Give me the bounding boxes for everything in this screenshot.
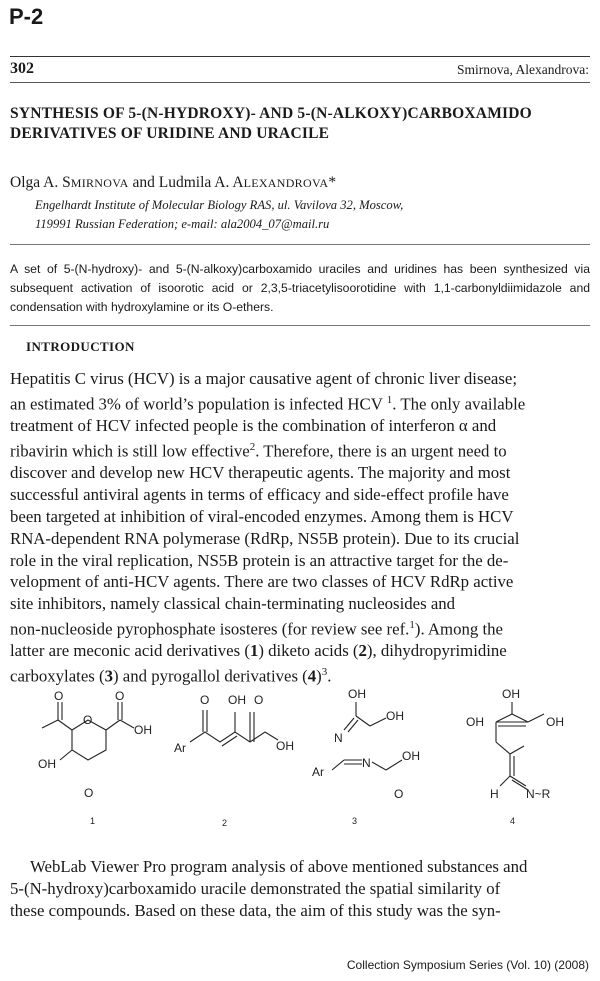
atom-label: OH xyxy=(402,749,420,763)
atom-label: O xyxy=(54,689,64,703)
body-line: an estimated 3% of world’s population is infected HCV $^1$. The only available xyxy=(10,393,526,414)
atom-label: O xyxy=(200,693,210,707)
atom-label: O xyxy=(84,786,94,800)
atom-label: O xyxy=(394,787,404,801)
author-1-first: Olga A. S xyxy=(10,174,71,191)
body-line: 5-(N-hydroxy)carboxamido uracile demonstrated the spatial similarity of xyxy=(10,878,501,898)
reference-superscript: 2 xyxy=(249,440,256,453)
body-line: RNA-dependent RNA polymerase (RdRp, NS5B protein). Due to its crucial xyxy=(10,528,520,548)
paper-title xyxy=(10,104,590,144)
authors xyxy=(10,174,336,192)
reference-superscript: 1 xyxy=(386,393,393,406)
body-line: Hepatitis C virus (HCV) is a major causative agent of chronic liver disease; xyxy=(10,369,518,388)
compound-ref: 4 xyxy=(307,666,317,686)
author-2-last: LEXANDROVA xyxy=(243,176,329,190)
body-line: carboxylates (3) and pyrogallol derivatives $(4)^3$. xyxy=(10,666,332,686)
atom-label: O xyxy=(115,689,125,703)
affiliation-line: Engelhardt Institute of Molecular Biology RAS, ul. Vavilova 32, Moscow, xyxy=(35,198,404,212)
reference-superscript: 3 xyxy=(321,666,328,679)
atom-label: OH xyxy=(386,709,404,723)
structure-1 xyxy=(38,689,152,826)
header-rule-lower xyxy=(10,82,590,83)
compound-number: 4 xyxy=(510,816,516,826)
body-line: successful antiviral agents in terms of efficacy and side-effect profile have xyxy=(10,485,509,505)
abstract-rule-top xyxy=(10,244,590,245)
header-rule xyxy=(10,56,590,57)
body-line: role in the viral replication, NS5B protein is an attractive target for the de- xyxy=(10,550,509,570)
author-conjunction: and Ludmila A. A xyxy=(128,174,244,191)
corresponding-star: * xyxy=(328,174,337,191)
atom-label: O xyxy=(254,693,264,707)
atom-label: OH xyxy=(502,687,520,701)
compound-number: 2 xyxy=(222,818,228,828)
running-head: Smirnova, Alexandrova: xyxy=(457,62,589,77)
affiliation xyxy=(35,196,575,234)
structure-3 xyxy=(312,687,420,826)
compound-number: 3 xyxy=(352,816,358,826)
compound-ref: 3 xyxy=(104,666,113,686)
introduction-text xyxy=(10,368,590,688)
atom-label: Ar xyxy=(312,765,324,779)
title-line-1: SYNTHESIS OF 5-(N-HYDROXY)- AND 5-(N-ALKOXY)CARBOXAMIDO xyxy=(10,105,532,122)
body-line: velopment of anti-HCV agents. There are two classes of HCV RdRp active xyxy=(10,572,514,592)
atom-label: OH xyxy=(466,715,484,729)
body-line: ribavirin which is still low effective$^2$. Therefore, there is an urgent need to xyxy=(10,440,507,461)
compound-ref: 2 xyxy=(358,641,367,661)
body-line: WebLab Viewer Pro program analysis of above mentioned substances and xyxy=(30,857,528,876)
poster-id: P-2 xyxy=(9,4,44,29)
section-heading: INTRODUCTION xyxy=(26,339,135,354)
atom-label: OH xyxy=(134,723,152,737)
atom-label: OH xyxy=(348,687,366,701)
atom-label: OH xyxy=(228,693,246,707)
atom-label: H xyxy=(490,787,499,801)
body-line: discover and develop new HCV therapeutic agents. The majority and most xyxy=(10,463,511,483)
body-line: non-nucleoside pyrophosphate isosteres (for review see ref.$^1$). Among the xyxy=(10,618,503,639)
atom-label: N xyxy=(362,756,371,770)
atom-label: N xyxy=(334,731,343,745)
affiliation-line: 119991 Russian Federation; e-mail: ala2004_07@mail.ru xyxy=(35,217,330,231)
structure-4 xyxy=(466,687,564,826)
chemical-structures-figure xyxy=(10,680,590,830)
atom-label: Ar xyxy=(174,741,186,755)
body-line: site inhibitors, namely classical chain-terminating nucleosides and xyxy=(10,594,456,614)
body-line: these compounds. Based on these data, the aim of this study was the syn- xyxy=(10,900,501,920)
body-line: treatment of HCV infected people is the combination of interferon α and xyxy=(10,416,497,436)
title-line-2: DERIVATIVES OF URIDINE AND URACILE xyxy=(10,125,330,142)
atom-label: OH xyxy=(546,715,564,729)
page-number: 302 xyxy=(10,60,34,77)
atom-label: OH xyxy=(276,739,294,753)
footer: Collection Symposium Series (Vol. 10) (2008) xyxy=(346,958,589,972)
body-line: been targeted at inhibition of viral-encoded enzymes. Among them is HCV xyxy=(10,506,514,526)
compound-ref: 1 xyxy=(249,641,259,661)
compound-number: 1 xyxy=(90,816,96,826)
atom-label: O xyxy=(83,713,93,727)
body-text-continued xyxy=(10,856,590,921)
body-line: latter are meconic acid derivatives (1) diketo acids (2), dihydropyrimidine xyxy=(10,641,507,661)
reference-superscript: 1 xyxy=(409,618,415,631)
abstract: A set of 5-(N-hydroxy)- and 5-(N-alkoxy)carboxamido uraciles and uridines has been synthesized via subsequent activation of isoorotic acid or 2,3,5-triacetylisoorotidine with 1,1-carbonyldiimidazole and condensation with hydroxylamine or its O-ethers. xyxy=(10,262,590,314)
abstract-rule-bottom xyxy=(10,325,590,326)
atom-label: N~R xyxy=(526,787,551,801)
atom-label: OH xyxy=(38,757,56,771)
structure-2 xyxy=(174,693,294,828)
author-1-last: MIRNOVA xyxy=(70,176,129,190)
